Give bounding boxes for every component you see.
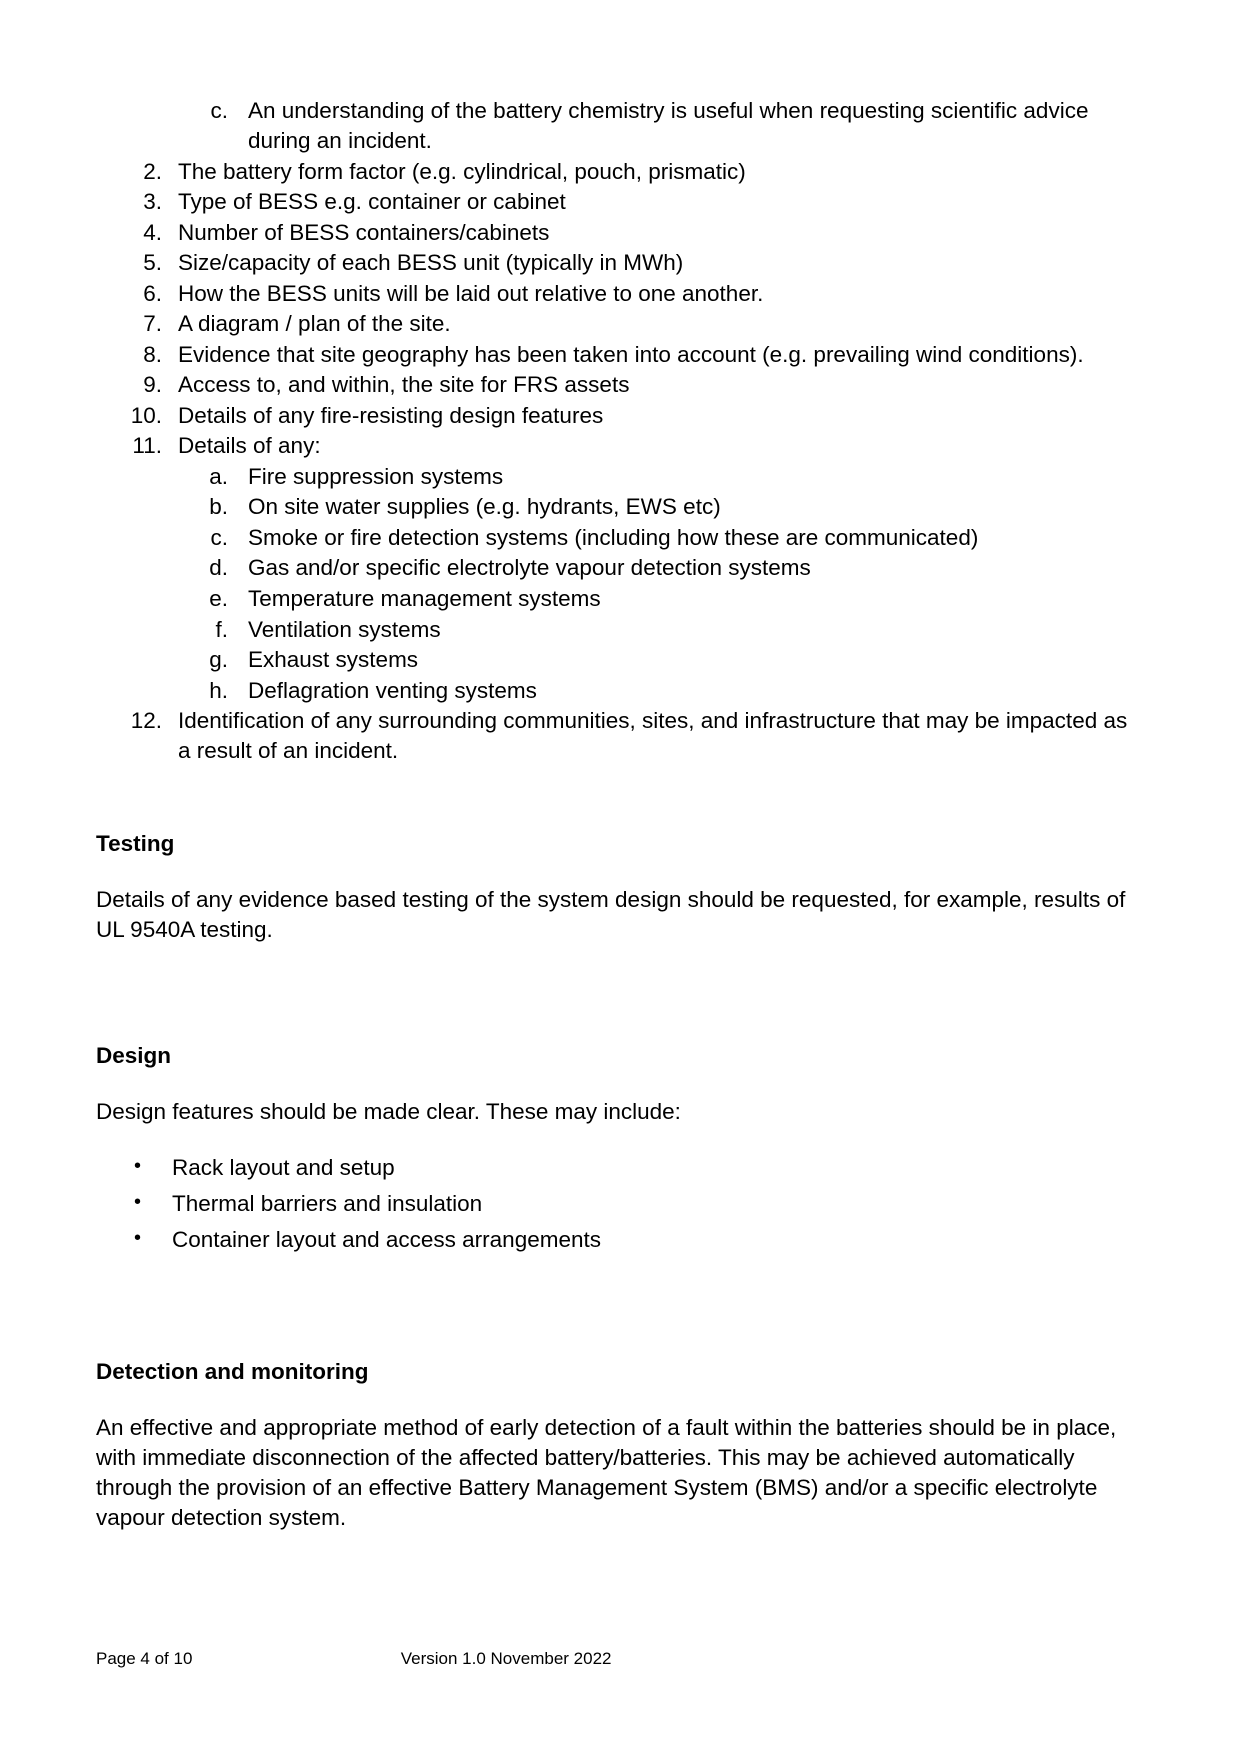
bullet-icon: • [134, 1190, 142, 1213]
table-row [96, 401, 1132, 431]
list-marker: 11. [132, 433, 162, 459]
list-item [96, 1189, 1132, 1219]
list-marker: 3. [143, 189, 162, 215]
footer-page-number: Page 4 of 10 [96, 1648, 193, 1668]
list-marker: g. [209, 647, 228, 673]
list-marker: d. [209, 555, 228, 581]
section-paragraph-detection-and-monitoring: An effective and appropriate method of early detection of a fault within the batteries should be in place, with immediate disconnection of the affected battery/batteries. This may be achieved automatically through the provision of an effective Battery Management System (BMS) and/or a specific electrolyte vapour detection system. [96, 1414, 1117, 1531]
list-item [96, 523, 1132, 553]
list-item-text: Details of any fire-resisting design features [178, 402, 604, 428]
list-marker: 7. [143, 311, 162, 337]
page-footer [96, 1648, 1132, 1670]
page-content [96, 96, 1132, 1533]
list-item-text: An understanding of the battery chemistry is useful when requesting scientific advice during an incident. [248, 98, 1089, 154]
sub-list-chemistry [96, 96, 1132, 156]
list-item-text: Size/capacity of each BESS unit (typically in MWh) [178, 250, 684, 276]
list-marker: a. [209, 463, 228, 489]
list-item-text: Exhaust systems [248, 647, 419, 673]
list-item [96, 1153, 1132, 1183]
list-item-text: Ventilation systems [248, 616, 441, 642]
spacer [96, 1127, 1132, 1153]
list-item-text: A diagram / plan of the site. [178, 311, 451, 337]
spacer [96, 767, 1132, 829]
list-marker: 8. [143, 341, 162, 367]
list-item-text: Evidence that site geography has been taken into account (e.g. prevailing wind conditions). [178, 341, 1084, 367]
list-item-text: Temperature management systems [248, 586, 601, 611]
section-paragraph-testing: Details of any evidence based testing of the system design should be requested, for example, results of UL 9540A testing. [96, 886, 1126, 942]
list-item [96, 676, 1132, 706]
spacer [96, 945, 1132, 1041]
table-row [96, 279, 1132, 309]
table-row [96, 370, 1132, 400]
table-row [96, 218, 1132, 248]
table-row [96, 157, 1132, 187]
list-marker: 5. [143, 250, 162, 276]
table-row [96, 340, 1132, 370]
list-item-text: The battery form factor (e.g. cylindrical, pouch, prismatic) [178, 158, 746, 184]
list-item-text: Number of BESS containers/cabinets [178, 219, 550, 245]
table-row [96, 248, 1132, 278]
footer-version: Version 1.0 November 2022 [400, 1648, 612, 1668]
bullet-icon: • [134, 1226, 142, 1249]
numbered-list-main [96, 157, 1132, 462]
list-item [96, 492, 1132, 522]
list-item-text: Deflagration venting systems [248, 677, 537, 703]
list-marker: 12. [130, 708, 162, 734]
table-row [96, 187, 1132, 217]
section-heading-detection-and-monitoring: Detection and monitoring [96, 1358, 369, 1384]
list-marker: b. [209, 494, 228, 520]
section-heading-testing: Testing [96, 830, 175, 856]
list-item [96, 1225, 1132, 1255]
list-marker: 10. [130, 402, 162, 428]
list-item [96, 645, 1132, 675]
list-item [96, 553, 1132, 583]
list-marker: 9. [143, 372, 162, 398]
list-item-text: Type of BESS e.g. container or cabinet [178, 189, 566, 215]
table-row [96, 309, 1132, 339]
section-heading-design: Design [96, 1042, 172, 1068]
list-item-text: Access to, and within, the site for FRS assets [178, 372, 630, 398]
bullet-icon: • [134, 1154, 142, 1177]
list-item [96, 584, 1132, 614]
list-item-text: Fire suppression systems [248, 463, 504, 489]
list-item-text: Gas and/or specific electrolyte vapour detection systems [248, 555, 811, 581]
list-marker: c. [210, 98, 228, 123]
list-marker: c. [210, 524, 228, 550]
section-paragraph-design: Design features should be made clear. These may include: [96, 1098, 681, 1124]
list-marker: 2. [143, 158, 162, 184]
list-marker: e. [209, 586, 228, 611]
list-marker: f. [215, 616, 228, 642]
spacer [96, 1071, 1132, 1097]
list-item-text: Smoke or fire detection systems (including how these are communicated) [248, 524, 979, 550]
list-item [96, 96, 1132, 156]
spacer [96, 1387, 1132, 1413]
sub-list-details-of-any [96, 462, 1132, 706]
list-marker: 6. [143, 280, 162, 306]
numbered-list-tail [96, 706, 1132, 766]
list-marker: 4. [143, 219, 162, 245]
list-item [96, 462, 1132, 492]
list-item-text: Rack layout and setup [172, 1154, 395, 1180]
list-item-text: Container layout and access arrangements [172, 1226, 601, 1252]
table-row [96, 706, 1132, 766]
list-marker: h. [209, 677, 228, 703]
table-row [96, 431, 1132, 461]
bullet-list-design-features [96, 1153, 1132, 1255]
list-item-text: On site water supplies (e.g. hydrants, EWS etc) [248, 494, 721, 520]
spacer [96, 859, 1132, 885]
list-item-text: Identification of any surrounding communities, sites, and infrastructure that may be impacted as a result of an incident. [178, 708, 1128, 764]
list-item-text: Thermal barriers and insulation [172, 1190, 483, 1216]
spacer [96, 1261, 1132, 1357]
list-item-text: Details of any: [178, 433, 321, 459]
list-item [96, 615, 1132, 645]
list-item-text: How the BESS units will be laid out relative to one another. [178, 280, 764, 306]
